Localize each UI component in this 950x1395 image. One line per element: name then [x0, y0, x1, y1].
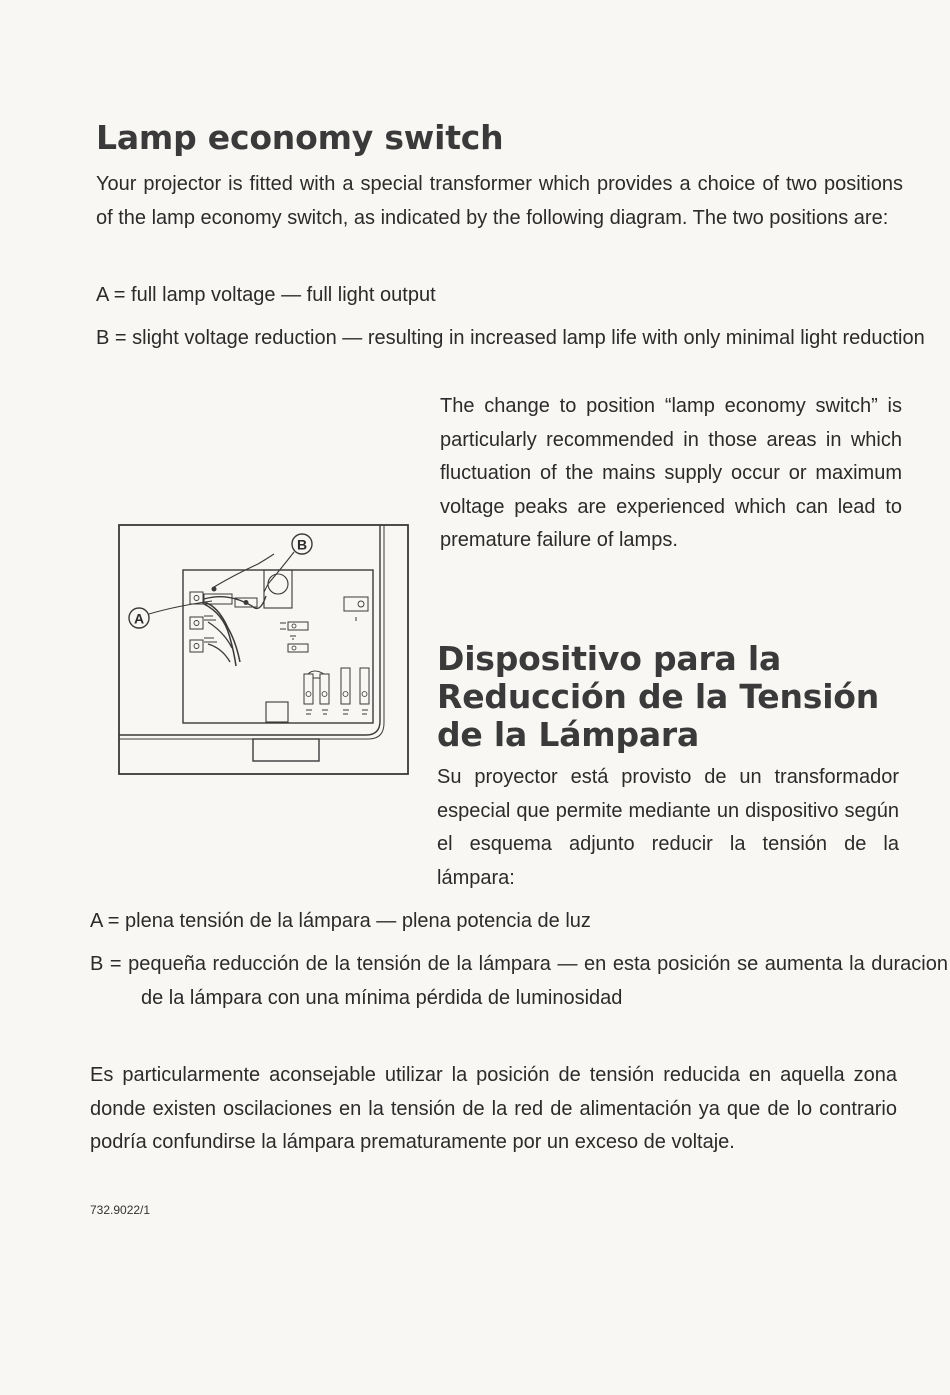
english-recommendation: The change to position “lamp economy switch” is particularly recommended in those areas in which fluctuation of the mains supply occur or maximum voltage peaks are experienced which can lead to premature failure of lamps.	[440, 395, 902, 551]
spanish-option-a: A = plena tensión de la lámpara — plena potencia de luz	[90, 910, 591, 932]
label-a: A	[133, 610, 145, 627]
lamp-switch-diagram	[118, 522, 410, 776]
english-intro: Your projector is fitted with a special transformer which provides a choice of two positions of the lamp economy switch, as indicated by the following diagram. The two positions are:	[96, 173, 903, 229]
document-code: 732.9022/1	[90, 1203, 151, 1217]
spanish-title: Dispositivo para la Reducción de la Tensión de la Lámpara	[437, 639, 880, 754]
spanish-intro: Su proyector está provisto de un transformador especial que permite mediante un dispositivo según el esquema adjunto reducir la tensión de la lámpara:	[437, 766, 899, 889]
diagram-outer-frame	[119, 525, 408, 774]
english-title: Lamp economy switch	[96, 118, 504, 157]
spanish-recommendation: Es particularmente aconsejable utilizar la posición de tensión reducida en aquella zona donde existen oscilaciones en la tensión de la red de alimentación ya que de lo contrario podría confundirse la lámpara prematuramente por un exceso de voltaje.	[90, 1064, 897, 1153]
spanish-option-b: B = pequeña reducción de la tensión de la lámpara — en esta posición se aumenta la duracion de la lámpara con una mínima pérdida de luminosidad	[90, 953, 948, 1009]
english-option-a: A = full lamp voltage — full light output	[96, 284, 436, 306]
circuit-board	[183, 570, 373, 723]
english-option-b: B = slight voltage reduction — resulting in increased lamp life with only minimal light reduction	[96, 327, 925, 349]
label-b: B	[296, 536, 308, 553]
